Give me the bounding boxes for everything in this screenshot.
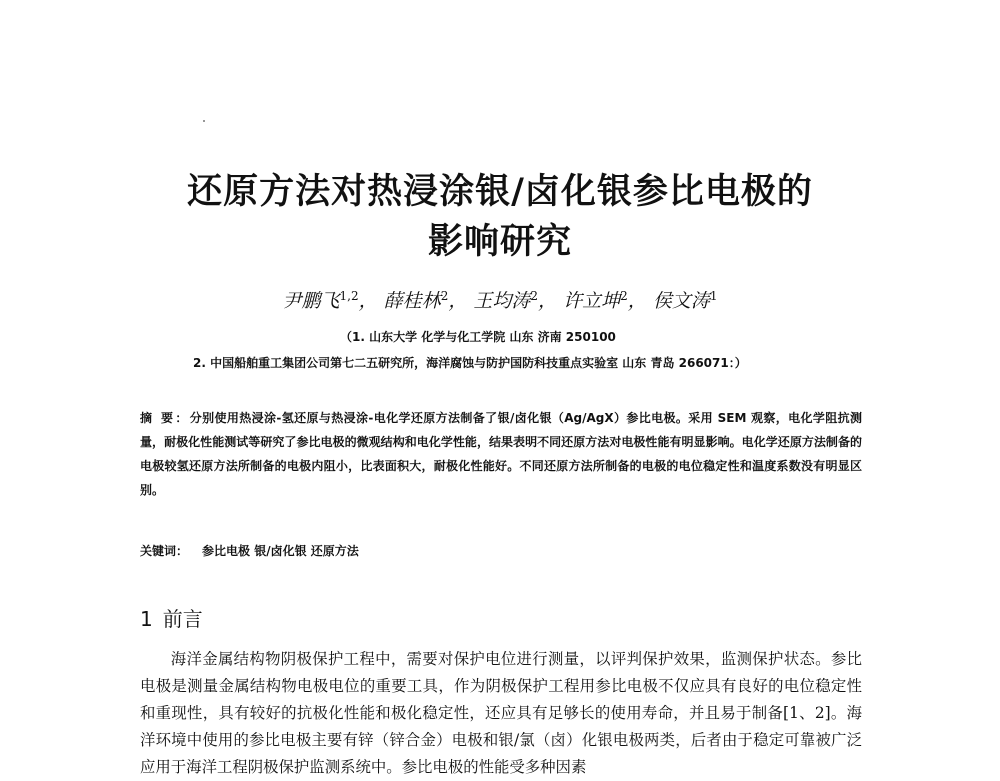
paper-title-line2: 影响研究 [427, 222, 572, 262]
author-separator: ， [538, 290, 558, 312]
author-affiliation-mark: 1 [709, 289, 718, 303]
introduction-paragraph: 海洋金属结构物阴极保护工程中，需要对保护电位进行测量，以评判保护效果，监测保护状态。参比电极是测量金属结构物电极电位的重要工具，作为阴极保护工程用参比电极不仅应具有良好的电位稳定性和重现性，具有较好的抗极化性能和极化稳定性，还应具有足够长的使用寿命，并且易于制备[1、2]。海洋环境中使用的参比电极主要有锌（锌合金）电极和银/氯（卤）化银电极两类，后者由于稳定可靠被广泛应用于海洋工程阴极保护监测系统中。参比电极的性能受多种因素 [140, 650, 862, 776]
abstract-label: 摘 要： [140, 411, 190, 425]
keywords [140, 542, 359, 560]
author-name: 侯文涛 [652, 290, 710, 312]
author-name: 许立坤 [563, 290, 621, 312]
scan-speck [203, 120, 205, 122]
author-separator: ， [448, 290, 468, 312]
keywords-text: 参比电极 银/卤化银 还原方法 [202, 544, 359, 558]
author-name: 尹鹏飞 [282, 290, 340, 312]
author-separator: ， [358, 290, 378, 312]
author-name: 薛桂林 [383, 290, 441, 312]
abstract-text: 分别使用热浸涂-氢还原与热浸涂-电化学还原方法制备了银/卤化银（Ag/AgX）参比电极。采用 SEM 观察，电化学阻抗测量，耐极化性能测试等研究了参比电极的微观结构和电化学性能，结果表明不同还原方法对电极性能有明显影响。电化学还原方法制备的电极较氢还原方法所制备的电极内阻小，比表面积大，耐极化性能好。不同还原方法所制备的电极的电位稳定性和温度系数没有明显区别。 [140, 411, 862, 497]
affiliation-2: 2. 中国船舶重工集团公司第七二五研究所，海洋腐蚀与防护国防科技重点实验室 山东 青岛 266071：） [193, 356, 747, 370]
affiliation-1: （1. 山东大学 化学与化工学院 山东 济南 250100 [340, 330, 616, 344]
author-affiliation-mark: 2 [620, 289, 628, 303]
keywords-label: 关键词： [140, 544, 189, 558]
author-affiliation-mark: 2 [440, 289, 449, 303]
section-title: 前言 [162, 607, 203, 631]
author-affiliation-mark: 2 [530, 289, 539, 303]
abstract [140, 406, 862, 502]
author-name: 王均涛 [473, 290, 531, 312]
author-separator: ， [627, 290, 647, 312]
paper-title-line1: 还原方法对热浸涂银/卤化银参比电极的 [187, 172, 813, 212]
author-list [100, 282, 900, 315]
author-affiliation-mark: 1,2 [339, 289, 359, 303]
section-heading-introduction [140, 604, 203, 634]
section-number: 1 [140, 607, 153, 631]
